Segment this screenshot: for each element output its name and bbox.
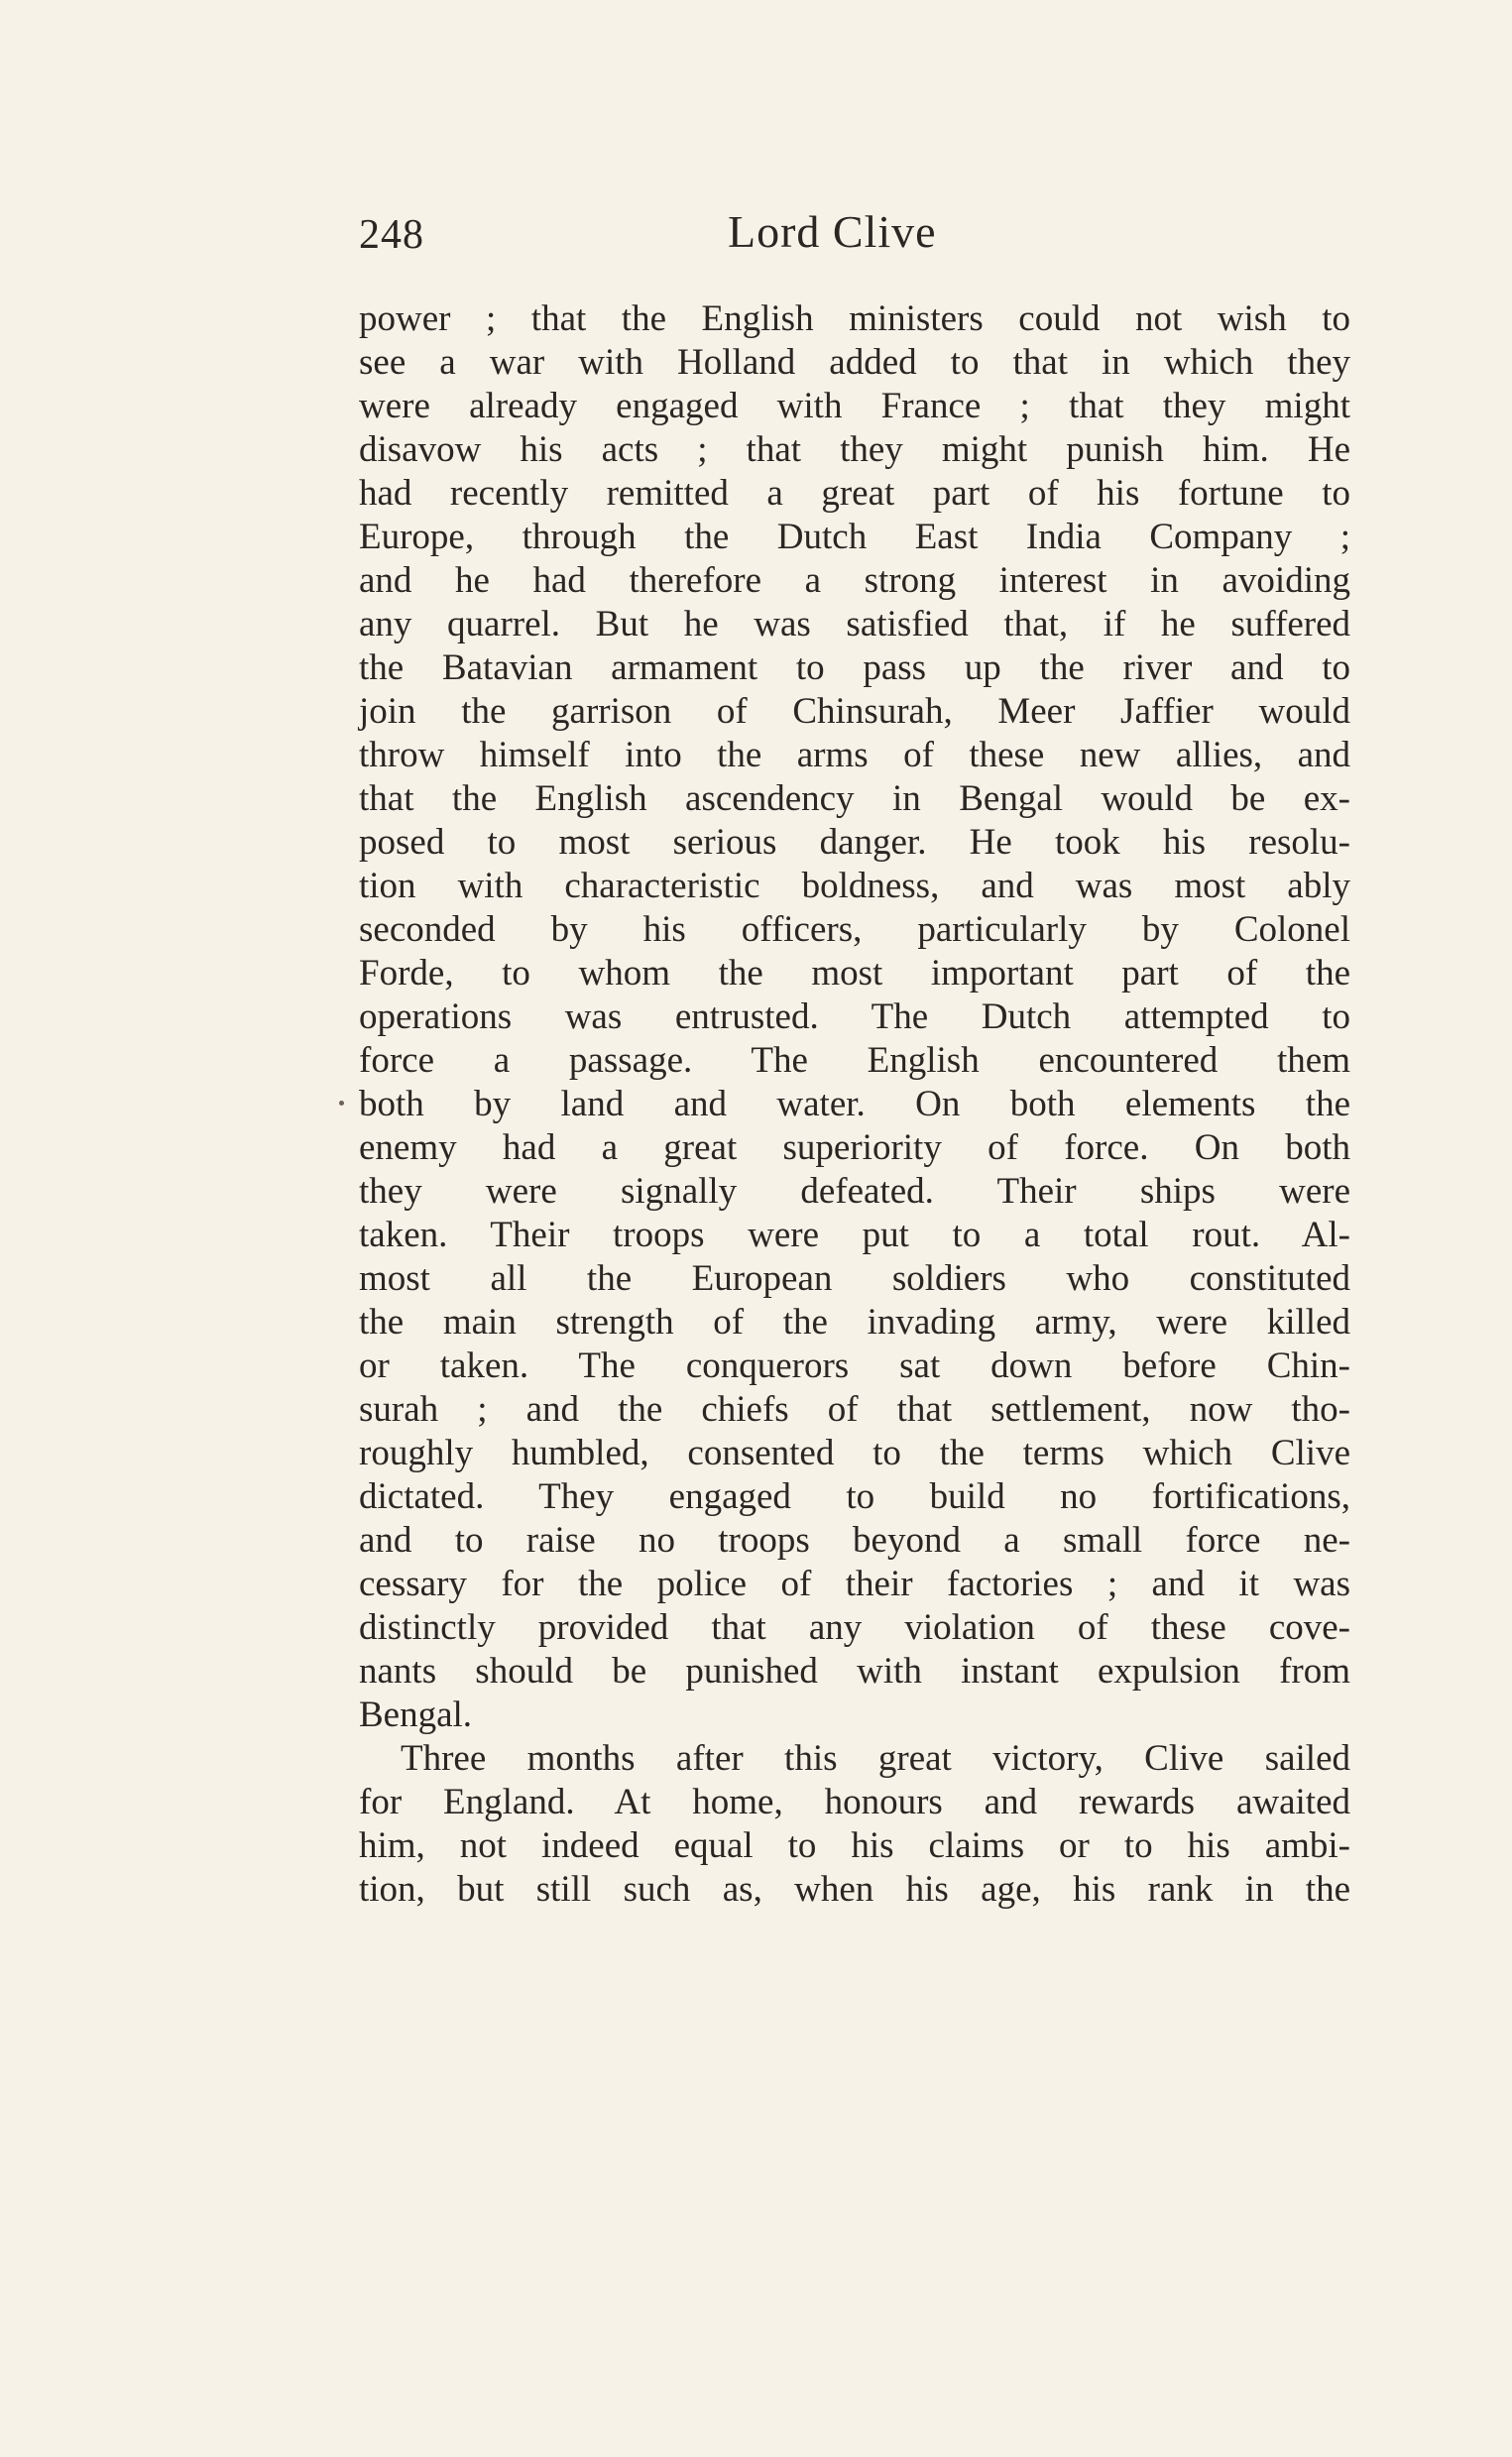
text-line: most all the European soldiers who constituted [359,1258,1350,1299]
paragraph-start-line: Three months after this great victory, Clive sailed [401,1738,1350,1779]
text-line: cessary for the police of their factories ; and it was [359,1564,1350,1604]
text-line: dictated. They engaged to build no fortifications, [359,1476,1350,1517]
text-line: and he had therefore a strong interest in avoiding [359,560,1350,601]
text-line: join the garrison of Chinsurah, Meer Jaffier would [359,691,1350,732]
text-line: were already engaged with France ; that they might [359,386,1350,426]
text-line: power ; that the English ministers could not wish to [359,298,1350,339]
text-line: the Batavian armament to pass up the river and to [359,647,1350,688]
text-line: they were signally defeated. Their ships were [359,1171,1350,1212]
margin-dot-mark [339,1101,344,1106]
text-line: operations was entrusted. The Dutch attempted to [359,996,1350,1037]
text-line: the main strength of the invading army, were killed [359,1302,1350,1343]
text-line: him, not indeed equal to his claims or to his ambi- [359,1825,1350,1866]
text-line: force a passage. The English encountered them [359,1040,1350,1081]
text-line: disavow his acts ; that they might punish him. He [359,429,1350,470]
page-number: 248 [359,212,424,258]
text-line: or taken. The conquerors sat down before Chin- [359,1346,1350,1386]
text-line: Forde, to whom the most important part of the [359,953,1350,994]
text-line: throw himself into the arms of these new allies, and [359,735,1350,775]
text-line: had recently remitted a great part of his fortune to [359,473,1350,514]
header-title: Lord Clive [728,206,937,257]
text-line: distinctly provided that any violation of these cove- [359,1607,1350,1648]
text-line: both by land and water. On both elements the [359,1084,1350,1124]
text-line: taken. Their troops were put to a total rout. Al- [359,1215,1350,1255]
text-line: any quarrel. But he was satisfied that, if he suffered [359,604,1350,644]
text-line: tion with characteristic boldness, and was most ably [359,866,1350,906]
running-head [359,203,1350,273]
body-text [359,297,1350,1912]
text-line: surah ; and the chiefs of that settlement, now tho- [359,1389,1350,1430]
text-line: nants should be punished with instant expulsion from [359,1651,1350,1692]
text-line: see a war with Holland added to that in which they [359,342,1350,383]
text-line: Europe, through the Dutch East India Company ; [359,517,1350,557]
text-line: posed to most serious danger. He took his resolu- [359,822,1350,863]
text-line: enemy had a great superiority of force. On both [359,1127,1350,1168]
text-line: for England. At home, honours and rewards awaited [359,1782,1350,1822]
text-line: that the English ascendency in Bengal would be ex- [359,778,1350,819]
text-line: roughly humbled, consented to the terms which Clive [359,1433,1350,1473]
text-line: seconded by his officers, particularly by Colonel [359,909,1350,950]
text-line: tion, but still such as, when his age, his rank in the [359,1869,1350,1910]
text-line: and to raise no troops beyond a small force ne- [359,1520,1350,1561]
paragraph-end-line: Bengal. [359,1695,473,1735]
